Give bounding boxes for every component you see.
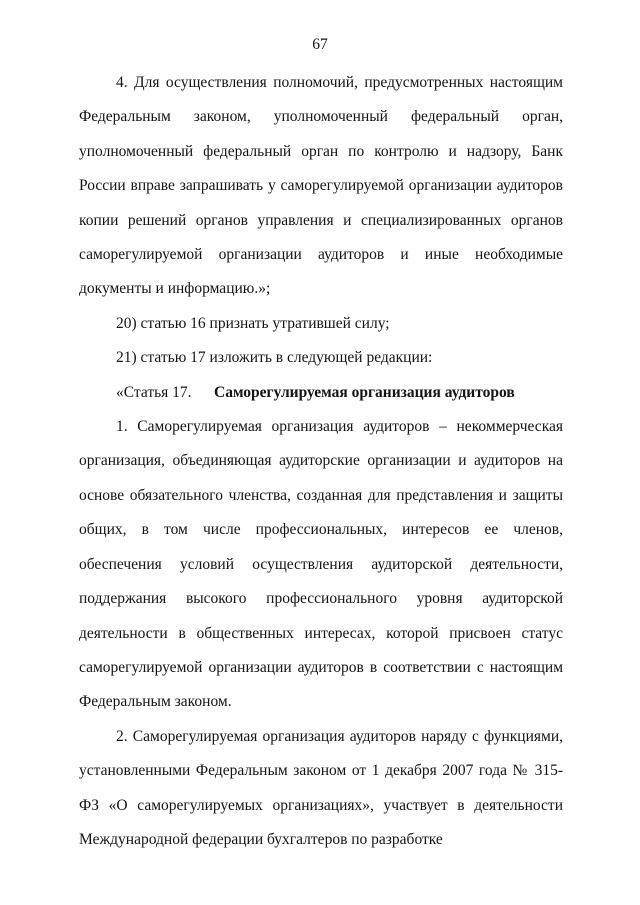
- paragraph-item-21: 21) статью 17 изложить в следующей редакции:: [116, 349, 433, 367]
- article-heading: [79, 376, 563, 410]
- paragraph-item-20: 20) статью 16 признать утратившей силу;: [116, 314, 390, 332]
- article-item-1: 1. Саморегулируемая организация аудиторов – некоммерческая организация, объединяющая аудиторские организации и аудиторов на основе обязательного членства, созданная для представления и защиты общих, в том числе профессиональных, интересов ее членов, обеспечения условий осуществления аудиторской деятельности, поддержания высокого профессионального уровня аудиторской деятельности в общественных интересах, которой присвоен статус саморегулируемой организации аудиторов в соответствии с настоящим Федеральным законом.: [79, 418, 563, 711]
- article-title: Саморегулируемая организация аудиторов: [214, 383, 515, 401]
- document-body: [79, 66, 563, 857]
- article-item-2: 2. Саморегулируемая организация аудиторов наряду с функциями, установленными Федеральным законом от 1 декабря 2007 года № 315-ФЗ «О саморегулируемых организациях», участвует в деятельности Международной федерации бухгалтеров по разработке: [79, 727, 563, 848]
- paragraph-item-4: 4. Для осуществления полномочий, предусмотренных настоящим Федеральным законом, уполномоченный федеральный орган, уполномоченный федеральный орган по контролю и надзору, Банк России вправе запрашивать у саморегулируемой организации аудиторов копии решений органов управления и специализированных органов саморегулируемой организации аудиторов и иные необходимые документы и информацию.»;: [79, 74, 563, 298]
- page-number: 67: [312, 36, 328, 53]
- article-label: «Статья 17.: [116, 383, 192, 401]
